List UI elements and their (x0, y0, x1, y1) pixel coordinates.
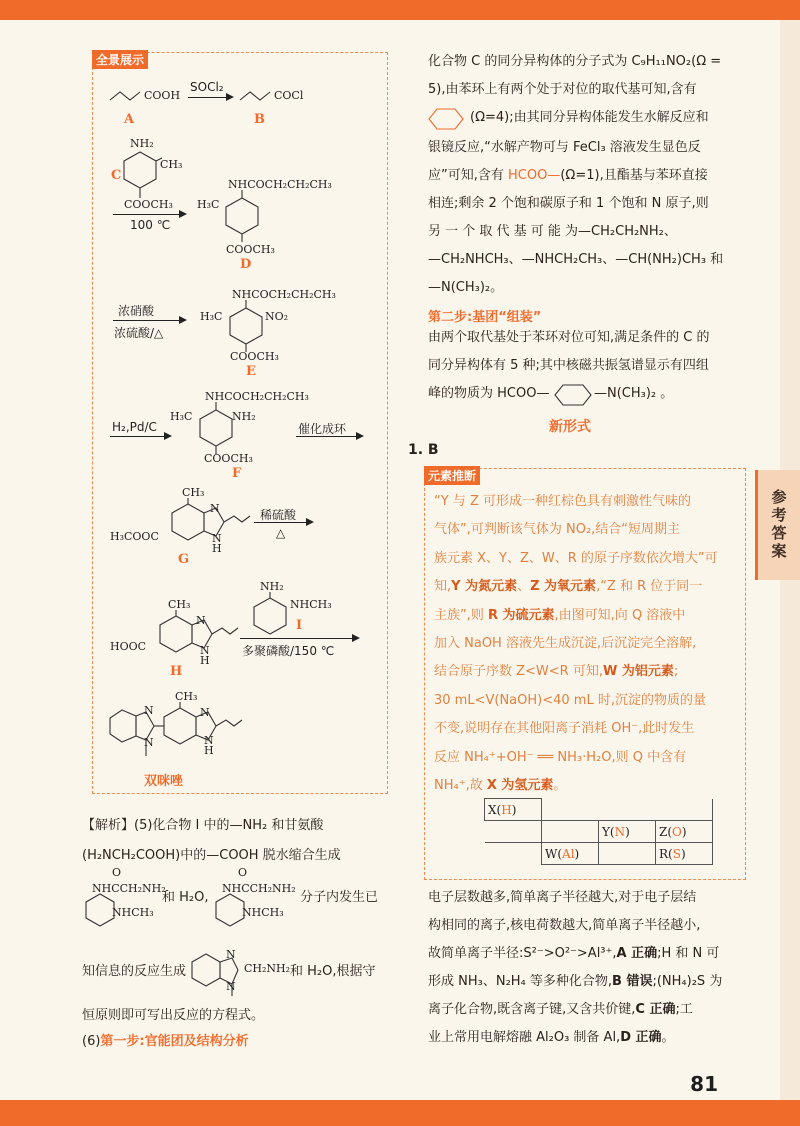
right-p2-l2: 同分异构体有 5 种;其中核磁共振氢谱显示有四组 (428, 358, 709, 373)
struct2-chain: NHCCH₂NH₂ (222, 882, 296, 895)
infer-l11 (434, 772, 739, 800)
infer-l5c: ,由图可知,向 Q 溶液中 (554, 607, 686, 623)
arrow3-top: 浓硝酸 (118, 304, 155, 318)
cell-x-symbol: H (501, 802, 512, 817)
cell-r-label: R (659, 846, 669, 861)
arrow-3 (113, 320, 185, 321)
right-p1-l5c: (Ω=1),且酯基与苯环直接 (560, 168, 708, 183)
cell-r: R(S) (656, 843, 713, 865)
infer-l3: 族元素 X、Y、Z、W、R 的原子序数依次增大”可 (434, 550, 718, 566)
infer-l7a: 结合原子序数 Z<W<R 可知, (434, 664, 603, 680)
infer-l7c: ; (673, 664, 679, 680)
analysis-line2: (H₂NCH₂COOH)中的—COOH 脱水缩合生成 (82, 848, 341, 863)
analysis-line1: 【解析】(5)化合物 I 中的—NH₂ 和甘氨酸 (82, 818, 324, 833)
side-tab[interactable] (755, 470, 800, 580)
right-p1-l5a: 应”可知,含有 (428, 168, 508, 183)
cell-z-symbol: O (672, 824, 682, 839)
compound-c-label: C (111, 168, 122, 183)
compound-a-formula: COOH (144, 89, 181, 102)
scheme-tag: 全景展示 (92, 50, 148, 69)
right-p3-l4 (428, 968, 742, 995)
compound-g-label: G (178, 552, 190, 567)
compound-i-label: I (296, 618, 303, 633)
p3-l6a: 业上常用电解熔融 Al₂O₃ 制备 Al, (428, 1030, 621, 1045)
p3-l4c: ;(NH₄)₂S 为 (652, 974, 723, 989)
compound-h-nh: N (200, 644, 210, 657)
compound-f-amide: NHCOCH₂CH₂CH₃ (205, 390, 309, 403)
cell-z: Z(O) (656, 821, 713, 843)
compound-i-nh2: NH₂ (260, 580, 284, 593)
p3-l3c: ;H 和 N 可 (657, 946, 720, 961)
infer-l9: 不变,说明存在其他阳离子消耗 OH⁻,此时发生 (434, 721, 695, 737)
final-label: 双咪唑 (144, 774, 184, 789)
infer-l10: 反应 NH₄⁺+OH⁻ ══ NH₃·H₂O,则 Q 中含有 (434, 749, 687, 765)
analysis-line5: 恒原则即可写出反应的方程式。 (82, 1008, 265, 1023)
final-h: H (204, 744, 214, 757)
compound-d-label: D (240, 257, 252, 272)
struct3-n1: N (226, 948, 236, 961)
right-p1-l1: 化合物 C 的同分异构体的分子式为 C₉H₁₁NO₂(Ω = (428, 54, 722, 69)
infer-l11a: NH₄⁺,故 (434, 778, 487, 794)
infer-l8: 30 mL<V(NaOH)<40 mL 时,沉淀的物质的量 (434, 692, 706, 708)
cell-w-symbol: Al (562, 846, 575, 861)
struct3-ring (190, 948, 250, 998)
infer-l7 (434, 658, 739, 686)
compound-b-formula: COCl (274, 89, 304, 102)
cell-x: X(H) (485, 799, 542, 821)
infer-l4e: ,“Z 和 R 位于同一 (596, 579, 703, 595)
struct3-chain: CH₂NH₂ (244, 962, 291, 975)
analysis-end-text: 分子内发生已 (300, 890, 379, 905)
right-p1-l9: —N(CH₃)₂。 (428, 280, 504, 295)
infer-l4 (434, 573, 739, 601)
compound-c-ester: COOCH₃ (124, 198, 173, 211)
option-b-wrong: B 错误 (612, 974, 653, 989)
option-a-correct: A 正确 (616, 946, 658, 961)
right-p1-l7: 另 一 个 取 代 基 可 能 为—CH₂CH₂NH₂、 (428, 224, 677, 239)
cell-empty-3 (656, 799, 713, 821)
compound-c-ch3: CH₃ (160, 158, 183, 171)
infer-w-aluminum: W 为铝元素 (602, 664, 674, 680)
struct3-n2: N (226, 980, 236, 993)
para-benzene-ring (556, 384, 592, 406)
right-p1-l5 (428, 162, 742, 189)
step2-title: 第二步:基团“组装” (428, 310, 542, 325)
right-p2-l3a: 峰的物质为 HCOO— (428, 386, 550, 401)
final-n1: N (144, 704, 154, 717)
right-p3-l5 (428, 996, 742, 1023)
arrow-1 (188, 97, 232, 98)
compound-h-ch3: CH₃ (168, 598, 191, 611)
cell-y: Y(N) (599, 821, 656, 843)
compound-d-ester: COOCH₃ (226, 243, 275, 256)
p3-l5a: 离子化合物,既含离子键,又含共价键, (428, 1002, 636, 1017)
arrow3-bottom: 浓硫酸/△ (114, 326, 164, 340)
final-ch3: CH₃ (175, 690, 198, 703)
top-orange-bar (0, 0, 800, 20)
right-p2-l1: 由两个取代基处于苯环对位可知,满足条件的 C 的 (428, 330, 710, 345)
compound-h-label: H (170, 664, 183, 679)
right-p3-l1: 电子层数越多,简单离子半径越大,对于电子层结 (428, 890, 697, 905)
struct1-nhch3: NHCH₃ (112, 906, 154, 919)
struct1-chain: NHCCH₂NH₂ (92, 882, 166, 895)
infer-l5a: 主族”,则 (434, 607, 488, 623)
new-form-title: 新形式 (549, 419, 591, 435)
analysis-step1-line (82, 1028, 387, 1055)
arrow4-reagent: H₂,Pd/C (112, 420, 157, 434)
arrow7-condition: 多聚磷酸/150 ℃ (242, 644, 335, 658)
element-inference-tag: 元素推断 (424, 466, 480, 485)
compound-b-label: B (254, 112, 265, 127)
final-n3: N (200, 706, 210, 719)
right-p3-l3 (428, 940, 742, 967)
compound-h-acid: HOOC (110, 640, 147, 653)
arrow-2 (113, 214, 185, 215)
compound-f-nh2: NH₂ (232, 410, 256, 423)
infer-y-nitrogen: Y 为氮元素 (451, 579, 518, 595)
right-p3-l2: 构相同的离子,核电荷数越大,简单离子半径越小, (428, 918, 701, 933)
cell-empty-1 (542, 799, 599, 821)
infer-z-oxygen: Z 为氧元素 (530, 579, 597, 595)
compound-i-nhch3: NHCH₃ (290, 598, 332, 611)
compound-e-ester: COOCH₃ (230, 350, 279, 363)
final-n4: N (204, 734, 214, 747)
arrow6-top: 稀硫酸 (260, 508, 297, 522)
cell-empty-2 (599, 799, 656, 821)
compound-g-ch3: CH₃ (182, 486, 205, 499)
arrow6-bottom: △ (276, 526, 286, 540)
p3-l4a: 形成 NH₃、N₂H₄ 等多种化合物, (428, 974, 613, 989)
infer-l1: “Y 与 Z 可形成一种红棕色具有刺激性气味的 (434, 494, 691, 509)
infer-l4a: 知, (434, 579, 452, 595)
compound-c-ring (120, 150, 170, 200)
arrow-7 (240, 638, 358, 639)
p3-l3a: 故简单离子半径:S²⁻>O²⁻>Al³⁺, (428, 946, 617, 961)
periodic-position-table (484, 798, 713, 865)
right-p1-l6: 相连;剩余 2 个饱和碳原子和 1 个饱和 N 原子,则 (428, 196, 709, 211)
right-p1-l4: 银镜反应,“水解产物可与 FeCl₃ 溶液发生显色反 (428, 140, 701, 155)
compound-g-n: N (210, 502, 220, 515)
step1-title: 第一步:官能团及结构分析 (100, 1034, 249, 1049)
infer-l11c: 。 (553, 778, 567, 794)
compound-d-ring (220, 190, 270, 250)
compound-c-nh2: NH₂ (130, 137, 154, 150)
cell-empty-5 (542, 821, 599, 843)
analysis-line4a: 知信息的反应生成 (82, 964, 187, 979)
arrow5-reagent: 催化成环 (298, 422, 347, 436)
compound-e-no2: NO₂ (265, 310, 289, 323)
cell-x-label: X (488, 802, 497, 817)
compound-e-label: E (246, 364, 256, 379)
cell-empty-4 (485, 821, 542, 843)
compound-e-h3c: H₃C (200, 310, 223, 323)
arrow2-condition: 100 ℃ (130, 218, 171, 232)
cell-y-label: Y (602, 824, 610, 839)
arrow1-reagent: SOCl₂ (190, 80, 224, 94)
side-tab-label: 参考答案 (769, 489, 788, 561)
p3-l6c: 。 (661, 1030, 675, 1045)
compound-g-ring (162, 498, 252, 558)
infer-r-sulfur: R 为硫元素 (488, 607, 555, 623)
arrow-5 (296, 436, 362, 437)
cell-r-symbol: S (672, 846, 681, 861)
element-inference-text (434, 488, 739, 800)
compound-e-amide: NHCOCH₂CH₂CH₃ (232, 288, 336, 301)
compound-d-h3c: H₃C (197, 198, 220, 211)
right-p3-l6 (428, 1024, 742, 1051)
struct2-nhch3: NHCH₃ (242, 906, 284, 919)
cell-y-symbol: N (614, 824, 626, 839)
compound-f-h3c: H₃C (170, 410, 193, 423)
infer-l4c: 、 (517, 579, 531, 595)
analysis-mid-text: 和 H₂O, (162, 890, 209, 905)
benzene-ring-icon (430, 108, 464, 130)
compound-a-label: A (124, 112, 135, 127)
compound-g-nh: N (212, 532, 222, 545)
compound-f-label: F (232, 466, 242, 481)
infer-l5 (434, 602, 739, 630)
option-c-correct: C 正确 (635, 1002, 676, 1017)
analysis-line4b: 和 H₂O,根据守 (290, 964, 376, 979)
infer-x-hydrogen: X 为氢元素 (486, 778, 554, 794)
arrow-6 (254, 522, 312, 523)
question-1-answer: 1. B (408, 442, 439, 458)
cell-z-label: Z (659, 824, 668, 839)
cell-w-label: W (545, 846, 558, 861)
compound-h-h: H (200, 654, 210, 667)
struct2-o: O (238, 866, 248, 879)
compound-g-h: H (212, 542, 222, 555)
step1-prefix: (6) (82, 1034, 101, 1049)
cell-empty-7 (599, 843, 656, 865)
infer-l6: 加入 NaOH 溶液先生成沉淀,后沉淀完全溶解, (434, 636, 697, 652)
cell-w: W(Al) (542, 843, 599, 865)
compound-h-n: N (196, 614, 206, 627)
struct1-o: O (112, 866, 122, 879)
right-p1-l3: (Ω=4);由其同分异构体能发生水解反应和 (470, 110, 709, 125)
page-number: 81 (690, 1072, 718, 1096)
right-p2-l3b: —N(CH₃)₂ 。 (594, 386, 674, 401)
p3-l5c: ;工 (675, 1002, 693, 1017)
compound-g-ester: H₃COOC (110, 530, 159, 543)
arrow-4 (110, 436, 170, 437)
cell-empty-6 (485, 843, 542, 865)
compound-d-amide: NHCOCH₂CH₂CH₃ (228, 178, 332, 191)
right-p1-l5b: HCOO— (508, 168, 561, 183)
final-n2: N (144, 736, 154, 749)
right-p1-l8: —CH₂NHCH₃、—NHCH₂CH₃、—CH(NH₂)CH₃ 和 (428, 252, 724, 267)
right-p1-l2: 5),由苯环上有两个处于对位的取代基可知,含有 (428, 82, 697, 97)
compound-h-ring (150, 610, 240, 670)
bottom-orange-bar (0, 1100, 800, 1126)
compound-f-ester: COOCH₃ (204, 452, 253, 465)
infer-l2: 气体”,可判断该气体为 NO₂,结合“短周期主 (434, 522, 681, 538)
option-d-correct: D 正确 (620, 1030, 662, 1045)
